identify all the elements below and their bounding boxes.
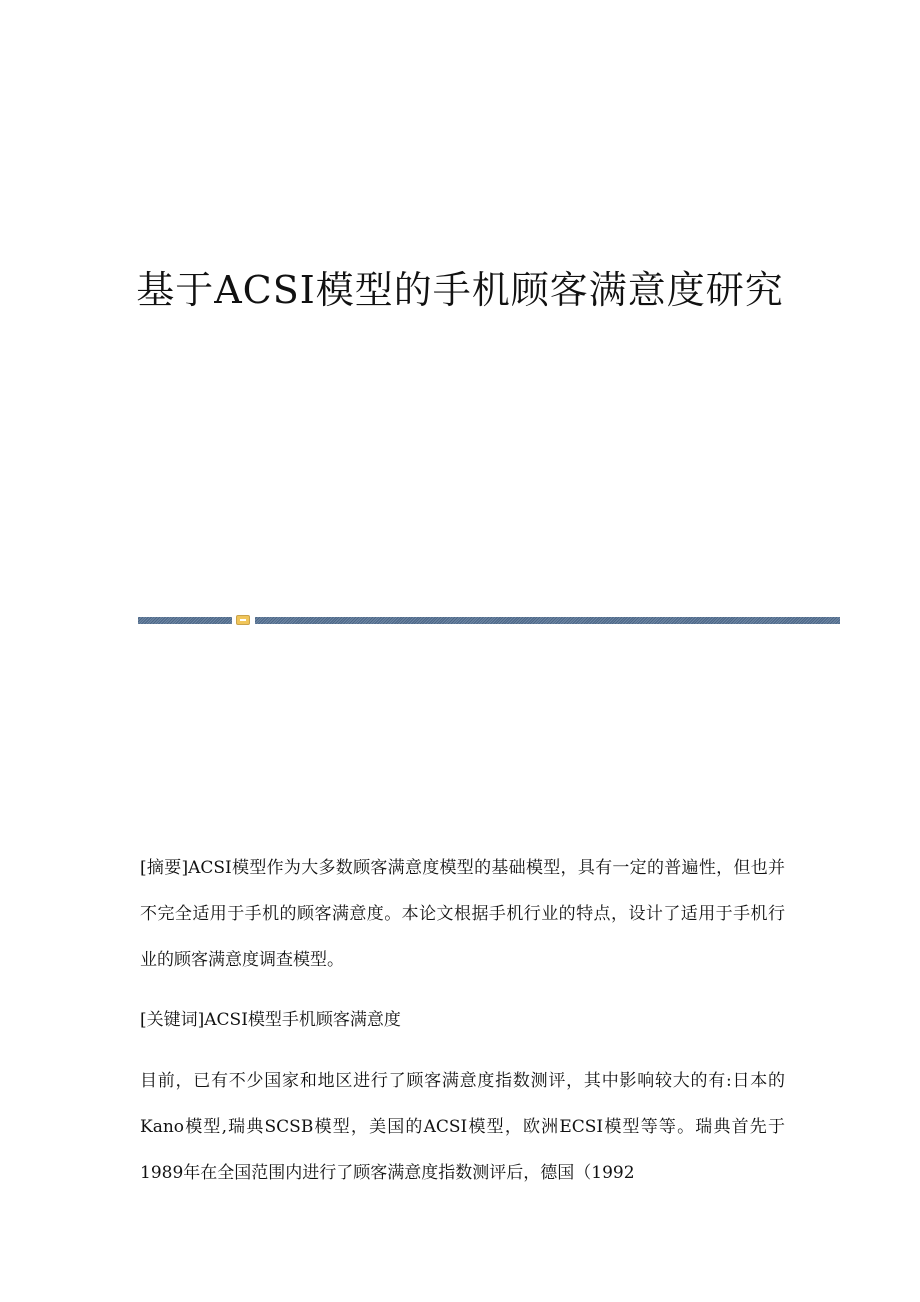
abstract-paragraph: [摘要]ACSI模型作为大多数顾客满意度模型的基础模型，具有一定的普遍性，但也并不完全适用于手机的顾客满意度。本论文根据手机行业的特点，设计了适用于手机行业的顾客满意度调查模型。 [140, 858, 785, 970]
divider-bar-right [255, 617, 840, 624]
body-paragraph: 目前，已有不少国家和地区进行了顾客满意度指数测评，其中影响较大的有:日本的Kano模型,瑞典SCSB模型，美国的ACSI模型，欧洲ECSI模型等等。瑞典首先于1989年在全国范围内进行了顾客满意度指数测评后，德国（1992 [140, 1071, 785, 1183]
decorative-divider [138, 614, 840, 626]
document-title: 基于ACSI模型的手机顾客满意度研究 [136, 268, 784, 312]
keywords-paragraph: [关键词]ACSI模型手机顾客满意度 [140, 1010, 401, 1030]
divider-bar-left [138, 617, 232, 624]
divider-emblem-icon [236, 615, 250, 625]
